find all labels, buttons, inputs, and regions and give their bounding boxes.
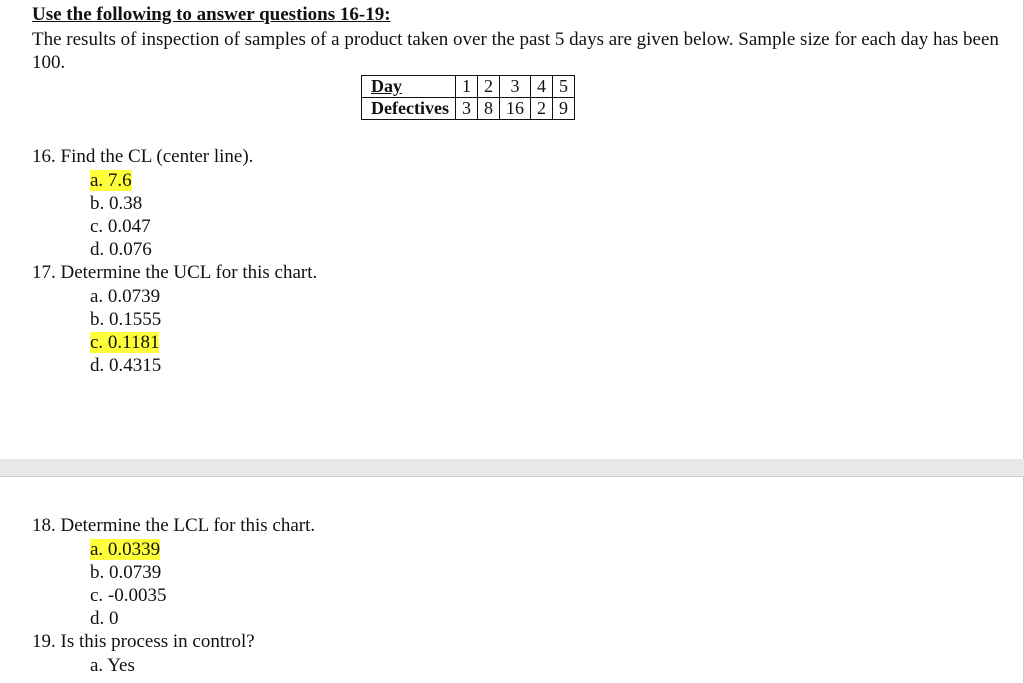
q16-option-d: d. 0.076 — [90, 239, 152, 260]
day-cell: 1 — [455, 76, 477, 98]
q17-option-c — [90, 332, 159, 354]
defectives-cell: 3 — [455, 98, 477, 120]
table-row-day — [362, 76, 575, 98]
row-label-defectives: Defectives — [362, 98, 456, 120]
question-18: 18. Determine the LCL for this chart. — [32, 515, 316, 536]
problem-statement: The results of inspection of samples of a product taken over the past 5 days are given below. Sample size for each day has been 100. — [32, 29, 999, 73]
question-16: 16. Find the CL (center line). — [32, 146, 254, 167]
q16-option-b: b. 0.38 — [90, 193, 143, 214]
q17-option-b: b. 0.1555 — [90, 309, 162, 330]
q16-option-c: c. 0.047 — [90, 216, 151, 237]
q18-option-d: d. 0 — [90, 608, 119, 629]
question-19: 19. Is this process in control? — [32, 631, 255, 652]
highlighted-answer: a. 0.0339 — [90, 539, 161, 560]
day-cell: 3 — [499, 76, 530, 98]
q18-option-a — [90, 539, 160, 561]
highlighted-answer: c. 0.1181 — [90, 332, 160, 353]
day-cell: 5 — [552, 76, 574, 98]
q17-option-d: d. 0.4315 — [90, 355, 162, 376]
table-row-defectives — [362, 98, 575, 120]
document-page-2 — [0, 476, 1024, 683]
q18-option-c: c. -0.0035 — [90, 585, 167, 606]
instructions-heading: Use the following to answer questions 16-19: — [32, 4, 391, 25]
q17-option-a: a. 0.0739 — [90, 286, 161, 307]
highlighted-answer: a. 7.6 — [90, 170, 132, 191]
q16-option-a — [90, 170, 132, 192]
q18-option-b: b. 0.0739 — [90, 562, 162, 583]
defectives-table — [361, 75, 575, 120]
day-cell: 2 — [477, 76, 499, 98]
question-17: 17. Determine the UCL for this chart. — [32, 262, 318, 283]
defectives-cell: 8 — [477, 98, 499, 120]
q19-option-a: a. Yes — [90, 655, 135, 676]
day-cell: 4 — [530, 76, 552, 98]
defectives-cell: 9 — [552, 98, 574, 120]
row-label-day: Day — [362, 76, 456, 98]
defectives-cell: 2 — [530, 98, 552, 120]
defectives-cell: 16 — [499, 98, 530, 120]
